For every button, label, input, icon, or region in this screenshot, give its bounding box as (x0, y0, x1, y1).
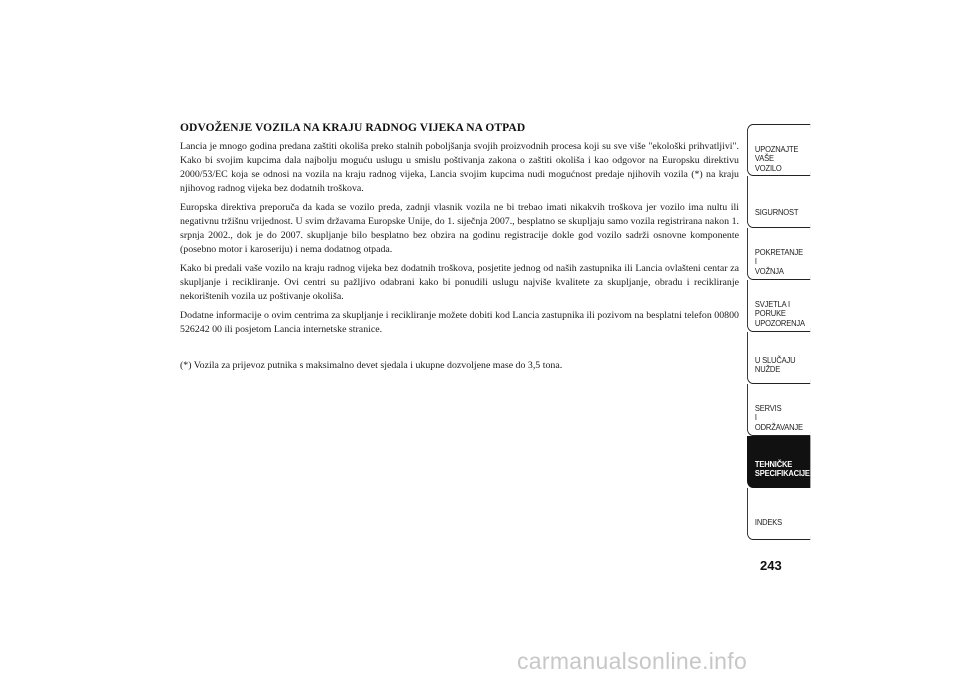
tab-u-slucaju-nuzde[interactable] (747, 332, 810, 384)
tab-label: TEHNIČKE SPECIFIKACIJE (754, 458, 810, 478)
watermark-text: carmanualsonline.info (517, 648, 748, 674)
tab-upoznajte-vase-vozilo[interactable] (747, 124, 810, 176)
page-number: 243 (760, 558, 782, 573)
section-heading: ODVOŽENJE VOZILA NA KRAJU RADNOG VIJEKA NA OTPAD (180, 122, 526, 134)
tab-sigurnost[interactable] (747, 176, 810, 228)
paragraph-4: Dodatne informacije o ovim centrima za skupljanje i recikliranje možete dobiti kod Lancia zastupnika ili pozivom na besplatni telefon 00800 526242 00 ili posjetom Lancia internetske stranice. (180, 310, 739, 335)
tab-servis-i-odrzavanje[interactable] (747, 384, 810, 436)
paragraph-2: Europska direktiva preporuča da kada se vozilo preda, zadnji vlasnik vozila ne bi trebao imati nikakvih troškova jer vozilo ima nultu ili negativnu tržišnu vrijednost. U svim državama Europske Unije, do 1. siječnja 2007., besplatno se skupljaju samo vozila registrirana nakon 1. srpnja 2002., dok je do 2007. skupljanje bilo besplatno bez obzira na godinu registracije dokle god vozilo sadrži osnovne komponente (posebno motor i karoseriju) i nema dodatnog otpada. (180, 202, 739, 255)
tab-tehnicke-specifikacije[interactable] (747, 436, 810, 488)
tab-label: SERVIS I ODRŽAVANJE (754, 402, 803, 432)
chapter-tabs (747, 124, 819, 554)
tab-label: SVJETLA I PORUKE UPOZORENJA (754, 298, 805, 328)
tab-label: U SLUČAJU NUŽDE (754, 354, 796, 374)
tab-label: POKRETANJE I VOŽNJA (754, 246, 804, 276)
tab-pokretanje-i-voznja[interactable] (747, 228, 810, 280)
tab-indeks[interactable] (747, 488, 810, 540)
main-content (180, 122, 739, 373)
tab-label: INDEKS (754, 516, 783, 527)
tab-label: SIGURNOST (754, 206, 799, 217)
footnote: (*) Vozila za prijevoz putnika s maksimalno devet sjedala i ukupne dozvoljene mase do 3,5 tona. (180, 360, 563, 371)
paragraph-3: Kako bi predali vaše vozilo na kraju radnog vijeka bez dodatnih troškova, posjetite jednog od naših zastupnika ili Lancia ovlašteni centar za skupljanje i recikliranje. Ovi centri su pažljivo odabrani kako bi ponudili uslugu najviše kvalitete za skupljanje, obradu i recikliranje nekorištenih vozila uz poštivanje okoliša. (180, 263, 739, 302)
paragraph-1: Lancia je mnogo godina predana zaštiti okoliša preko stalnih poboljšanja svojih proizvodnih procesa koji su sve više "ekološki prihvatljivi". Kako bi svojim kupcima dala najbolju moguću uslugu u smislu poštivanja zakona o zaštiti okoliša i kao odgovor na Europsku direktivu 2000/53/EC koja se odnosi na vozila na kraju radnog vijeka, Lancia svojim kupcima nudi mogućnost predaje njihovih vozila (*) na kraju njihovog radnog vijeka bez dodatnih troškova. (180, 141, 739, 194)
tab-svjetla-i-poruke-upozorenja[interactable] (747, 280, 810, 332)
tab-label: UPOZNAJTE VAŠE VOZILO (754, 143, 799, 173)
